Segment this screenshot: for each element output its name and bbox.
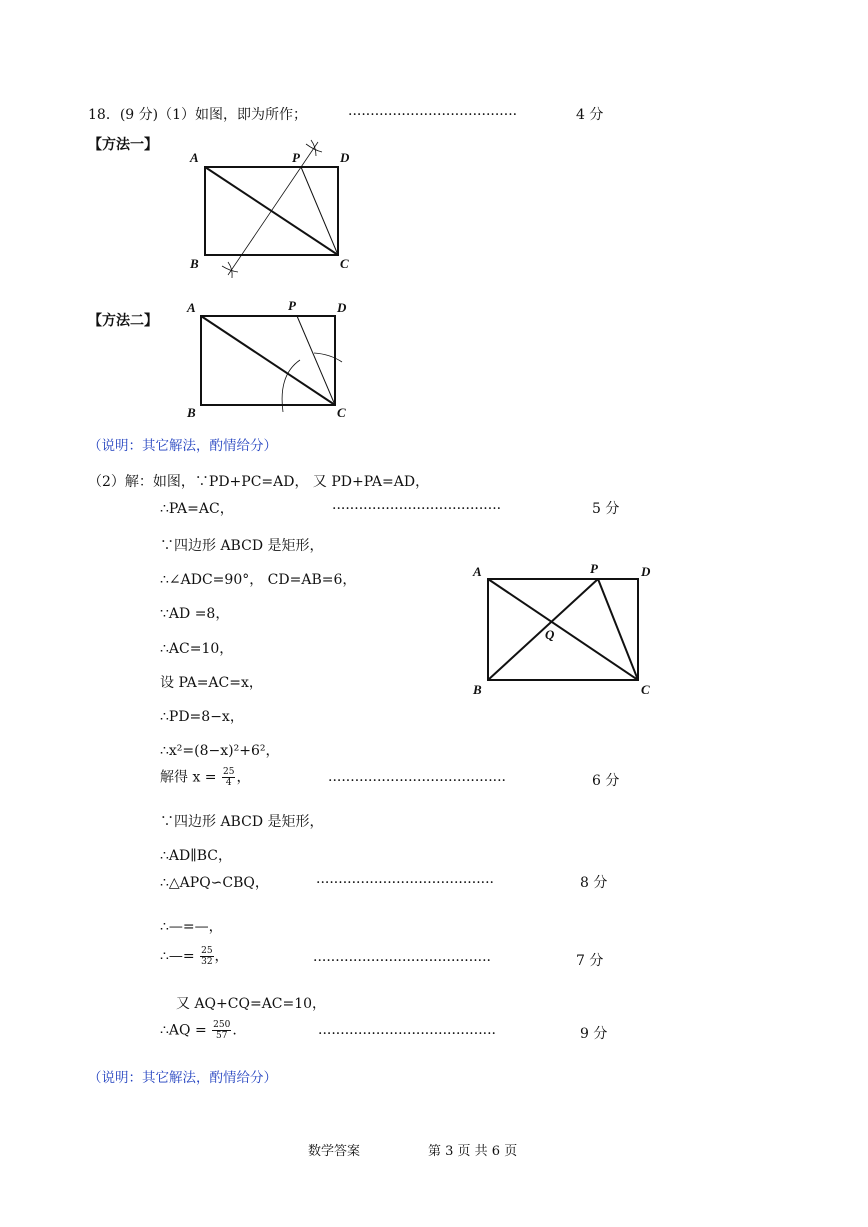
part-2-line-2: ∵四边形 ABCD 是矩形， — [160, 538, 324, 554]
part-2-line-11: ∴△APQ∽CBQ， — [160, 875, 269, 891]
score-5: 5 分 — [592, 501, 620, 517]
fraction-denominator: 4 — [225, 778, 232, 788]
fraction-numerator: 25 — [222, 767, 235, 777]
label-p: P — [590, 561, 598, 576]
solve-prefix: 解得 x = — [160, 769, 217, 786]
question-18-heading: 18．(9 分)（1）如图，即为所作； — [88, 107, 308, 123]
part-2-line-0: （2）解：如图，∵PD+PC=AD， 又 PD+PA=AD， — [88, 474, 430, 490]
solve-suffix: ， — [236, 769, 251, 786]
score-9: 9 分 — [580, 1026, 608, 1042]
score-7: 7 分 — [576, 953, 604, 969]
ratio-prefix: ∴—= — [160, 948, 195, 965]
part-2-line-9: ∵四边形 ABCD 是矩形， — [160, 814, 324, 830]
part-2-line-4: ∵AD =8， — [160, 606, 230, 622]
label-a: A — [190, 150, 199, 165]
part-2-line-10: ∴AD∥BC， — [160, 848, 232, 864]
label-p: P — [292, 150, 300, 165]
label-q: Q — [545, 627, 555, 642]
part-2-line-3: ∴∠ADC=90°， CD=AB=6， — [160, 572, 357, 588]
label-a: A — [187, 300, 196, 315]
fraction-numerator: 25 — [201, 946, 213, 956]
score-4: 4 分 — [576, 107, 604, 123]
label-c: C — [641, 682, 650, 697]
part-2-line-8: ∴x²=(8−x)²+6²， — [160, 743, 280, 759]
fraction-numerator: 250 — [213, 1020, 231, 1030]
part-2-line-6: 设 PA=AC=x， — [160, 675, 263, 691]
fraction-denominator: 32 — [201, 957, 213, 967]
part-2-line-12: ∴—=—， — [160, 919, 223, 935]
score-leader: ······································ — [348, 107, 518, 123]
part-2-line-7: ∴PD=8−x， — [160, 709, 244, 725]
label-d: D — [337, 300, 347, 315]
score-6: 6 分 — [592, 773, 620, 789]
page-number: 第 3 页 共 6 页 — [428, 1144, 518, 1159]
score-leader: ········································ — [313, 953, 492, 969]
label-b: B — [473, 682, 482, 697]
method-2-title: 【方法二】 — [88, 313, 158, 329]
score-leader: ········································ — [328, 773, 507, 789]
label-b: B — [187, 405, 196, 420]
part-2-sum-line: 又 AQ+CQ=AC=10， — [176, 996, 327, 1012]
score-leader: ········································ — [318, 1026, 497, 1042]
score-leader: ········································ — [316, 875, 495, 891]
method-1-title: 【方法一】 — [88, 137, 158, 153]
part-2-line-5: ∴AC=10， — [160, 641, 234, 657]
label-d: D — [641, 564, 651, 579]
part-2-line-1: ∴PA=AC， — [160, 501, 234, 517]
ratio-suffix: ， — [214, 948, 229, 965]
label-b: B — [190, 256, 199, 271]
note-1: （说明：其它解法，酌情给分） — [88, 438, 277, 454]
fraction-denominator: 57 — [216, 1031, 228, 1041]
aq-prefix: ∴AQ = — [160, 1022, 207, 1039]
label-d: D — [340, 150, 350, 165]
label-a: A — [473, 564, 482, 579]
label-p: P — [288, 298, 296, 313]
score-leader: ······································ — [332, 501, 502, 517]
aq-suffix: . — [232, 1022, 237, 1039]
label-c: C — [340, 256, 349, 271]
score-8: 8 分 — [580, 875, 608, 891]
footer-subject: 数学答案 — [308, 1144, 361, 1159]
label-c: C — [337, 405, 346, 420]
note-2: （说明：其它解法，酌情给分） — [88, 1070, 277, 1086]
